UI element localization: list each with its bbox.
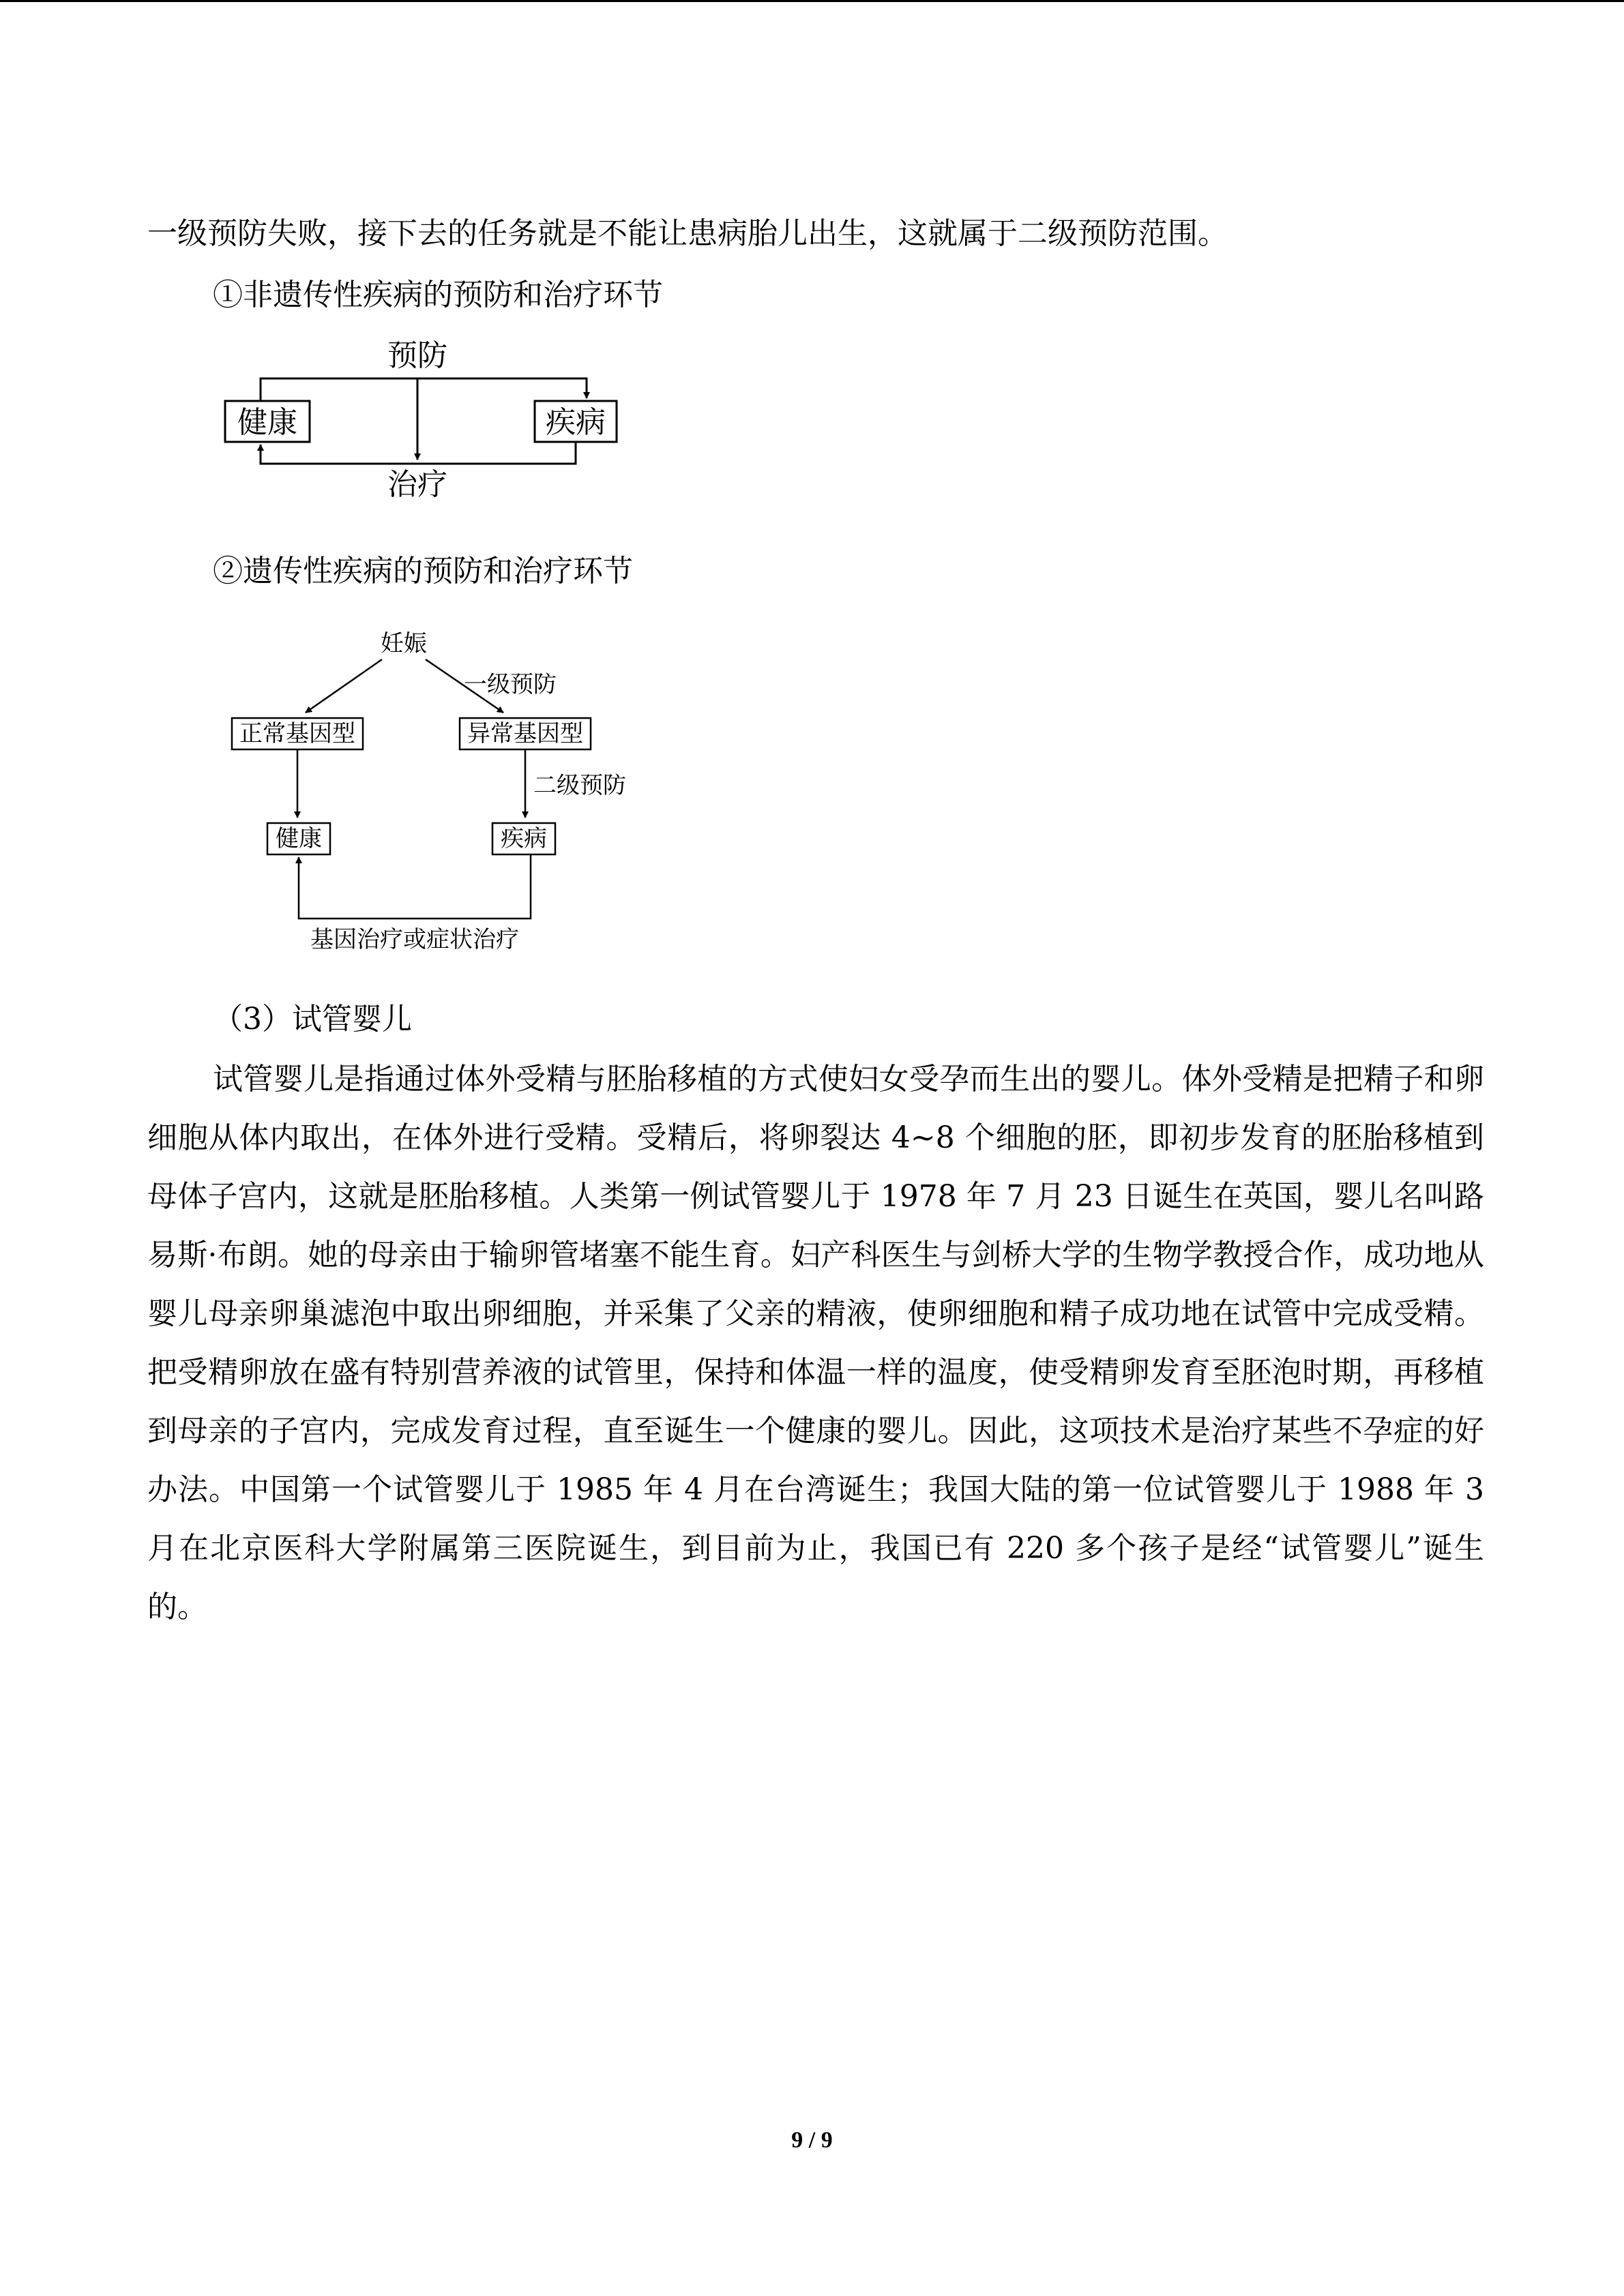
non-hereditary-cycle-diagram	[205, 334, 641, 518]
pregnancy-label: 妊娠	[381, 630, 427, 657]
pregnancy-to-normal-arrow	[306, 659, 382, 713]
primary-prevention-label: 一级预防	[464, 671, 557, 698]
item-hereditary-heading: ②遗传性疾病的预防和治疗环节	[213, 554, 633, 588]
normal-genotype-label: 正常基因型	[239, 720, 355, 747]
treatment-label: 治疗	[387, 467, 447, 502]
prevention-label: 预防	[387, 338, 447, 373]
section-3-heading: （3）试管婴儿	[213, 1002, 412, 1037]
disease-label: 疾病	[546, 405, 606, 440]
page-number: 9 / 9	[791, 2128, 833, 2153]
prevention-arrow	[261, 378, 587, 401]
therapy-label: 基因治疗或症状治疗	[310, 926, 519, 953]
therapy-arrow	[299, 854, 531, 919]
intro-line: 一级预防失败，接下去的任务就是不能让患病胎儿出生，这就属于二级预防范围。	[147, 216, 1228, 251]
abnormal-genotype-label: 异常基因型	[467, 720, 583, 747]
page-top-border	[0, 0, 1624, 2]
health-label: 健康	[237, 405, 297, 440]
health-label: 健康	[276, 825, 322, 852]
hereditary-pathway-diagram	[225, 624, 668, 965]
item-non-hereditary-heading: ①非遗传性疾病的预防和治疗环节	[213, 278, 663, 312]
secondary-prevention-label: 二级预防	[533, 772, 626, 799]
ivf-paragraph: 试管婴儿是指通过体外受精与胚胎移植的方式使妇女受孕而生出的婴儿。体外受精是把精子和卵细胞从体内取出，在体外进行受精。受精后，将卵裂达 4~8 个细胞的胚，即初步发育的胚胎移植到母体子宫内，这就是胚胎移植。人类第一例试管婴儿于 1978 年 7 月 23 日诞生在英国，婴儿名叫路易斯·布朗。她的母亲由于输卵管堵塞不能生育。妇产科医生与剑桥大学的生物学教授合作，成功地从婴儿母亲卵巢滤泡中取出卵细胞，并采集了父亲的精液，使卵细胞和精子成功地在试管中完成受精。把受精卵放在盛有特别营养液的试管里，保持和体温一样的温度，使受精卵发育至胚泡时期，再移植到母亲的子宫内，完成发育过程，直至诞生一个健康的婴儿。因此，这项技术是治疗某些不孕症的好办法。中国第一个试管婴儿于 1985 年 4 月在台湾诞生；我国大陆的第一位试管婴儿于 1988 年 3 月在北京医科大学附属第三医院诞生，到目前为止，我国已有 220 多个孩子是经“试管婴儿”诞生的。	[147, 1062, 1484, 1624]
disease-label: 疾病	[501, 825, 547, 852]
